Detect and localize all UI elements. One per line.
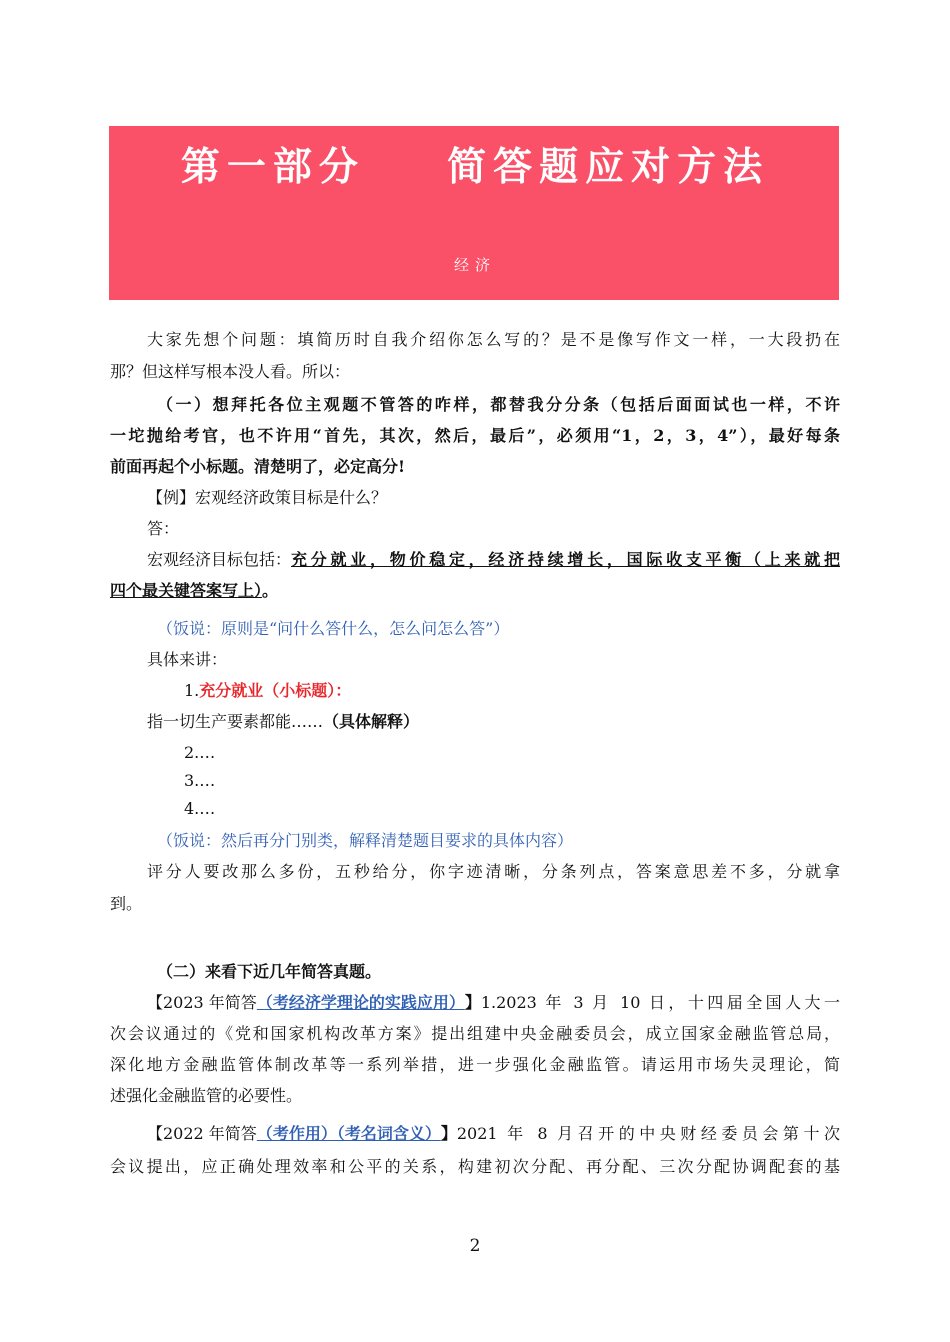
- goals-line-1: [147, 550, 840, 570]
- q2023-prefix: 【2023 年简答: [147, 993, 257, 1012]
- item-2: 2.…: [184, 743, 216, 762]
- q2022-close: 】: [440, 1124, 457, 1143]
- q2022-tag: （考作用）（考名词含义）: [256, 1124, 441, 1143]
- q2023-text-1: 1.2023 年 3 月 10 日，十四届全国人大一: [480, 993, 840, 1012]
- goals-answer-2: 四个最关键答案写上）: [110, 581, 263, 600]
- note-1: （饭说：原则是“问什么答什么，怎么问怎么答”）: [157, 619, 510, 638]
- example-question: 【例】宏观经济政策目标是什么？: [147, 488, 388, 507]
- section2-heading: （二）来看下近几年简答真题。: [157, 962, 382, 981]
- item-3: 3.…: [184, 771, 216, 790]
- goals-line-2: [110, 581, 278, 601]
- q2023-tag: （考经济学理论的实践应用）: [256, 993, 465, 1012]
- item-4: 4.…: [184, 799, 216, 818]
- q2022-line-1: [147, 1124, 840, 1144]
- q2022-prefix: 【2022 年简答: [147, 1124, 257, 1143]
- note-2: （饭说：然后再分门别类，解释清楚题目要求的具体内容）: [157, 831, 574, 850]
- item-1-body-text: 指一切生产要素都能……: [147, 712, 324, 731]
- item-1-body: [147, 712, 419, 732]
- page-title: 第一部分 简答题应对方法: [180, 145, 770, 190]
- detail-intro: 具体来讲：: [147, 650, 228, 669]
- goals-answer-1: 充分就业，物价稳定，经济持续增长，国际收支平衡（上来就把: [291, 550, 840, 569]
- section1-line-3: 前面再起个小标题。清楚明了，必定高分!: [110, 457, 406, 476]
- intro-line-2: 那？但这样写根本没人看。所以：: [110, 362, 351, 381]
- grading-line-2: 到。: [110, 894, 143, 913]
- q2023-line-4: 述强化金融监管的必要性。: [110, 1086, 303, 1105]
- item-1-body-note: （具体解释）: [323, 712, 420, 731]
- item-1: [184, 681, 351, 701]
- goals-end: 。: [262, 581, 279, 600]
- page-number: 2: [469, 1236, 481, 1256]
- answer-label: 答：: [147, 519, 180, 538]
- section1-line-1: （一）想拜托各位主观题不管答的咋样，都替我分分条（包括后面面试也一样，不许: [157, 395, 840, 414]
- grading-line-1: 评分人要改那么多份，五秒给分，你字迹清晰，分条列点，答案意思差不多，分就拿: [147, 862, 840, 881]
- q2023-line-3: 深化地方金融监管体制改革等一系列举措，进一步强化金融监管。请运用市场失灵理论，简: [110, 1055, 840, 1074]
- goals-prefix: 宏观经济目标包括：: [147, 550, 292, 569]
- q2022-line-2: 会议提出，应正确处理效率和公平的关系，构建初次分配、再分配、三次分配协调配套的基: [110, 1157, 840, 1176]
- page-subtitle: 经济: [453, 256, 496, 274]
- item-1-number: 1.: [184, 681, 200, 700]
- intro-line-1: 大家先想个问题：填简历时自我介绍你怎么写的？是不是像写作文一样，一大段扔在: [147, 330, 840, 349]
- section1-line-2: 一坨抛给考官，也不许用“首先，其次，然后，最后”，必须用“1，2，3，4”），最好每条: [110, 426, 840, 445]
- q2023-line-1: [147, 993, 840, 1013]
- item-1-title: 充分就业（小标题）：: [199, 681, 352, 700]
- q2023-line-2: 次会议通过的《党和国家机构改革方案》提出组建中央金融委员会，成立国家金融监管总局，: [110, 1024, 840, 1043]
- q2022-text-1: 2021 年 8 月召开的中央财经委员会第十次: [456, 1124, 840, 1143]
- q2023-close: 】: [464, 993, 481, 1012]
